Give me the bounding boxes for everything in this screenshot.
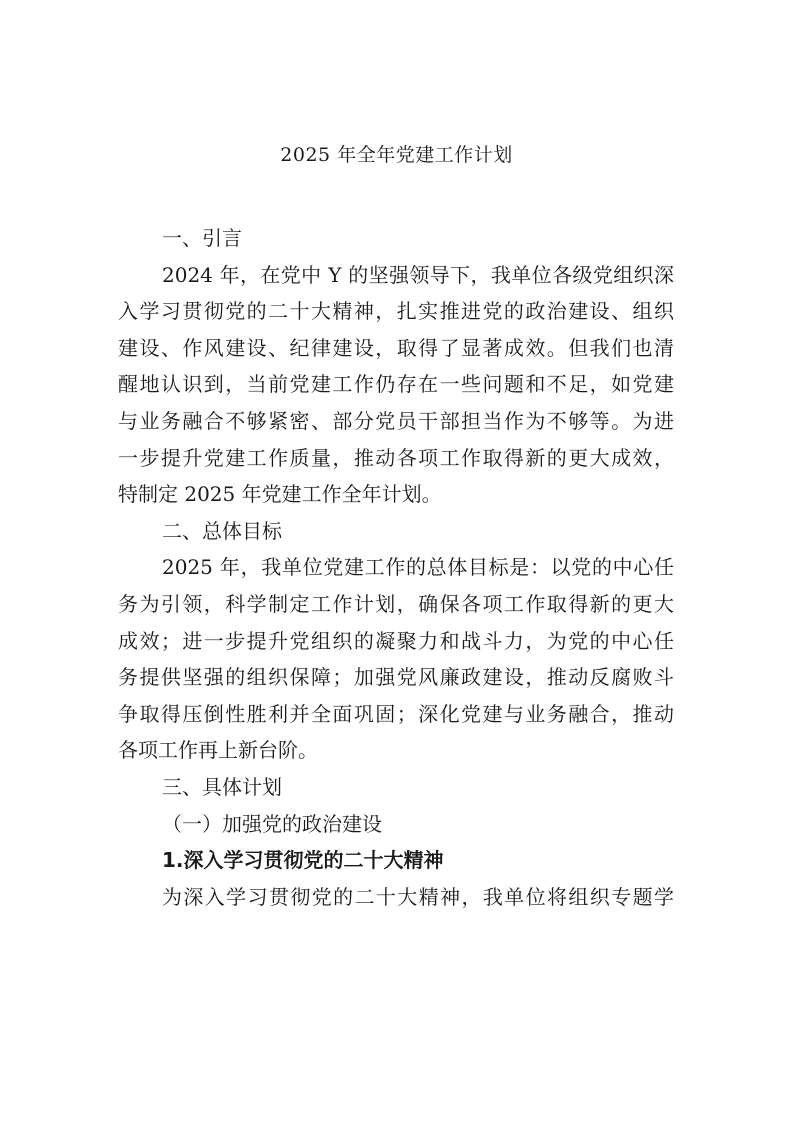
section-heading-goals: 二、总体目标 bbox=[162, 518, 282, 543]
document-title: 2025 年全年党建工作计划 bbox=[280, 144, 513, 166]
section-heading-intro: 一、引言 bbox=[162, 226, 242, 250]
section-heading-plan: 三、具体计划 bbox=[162, 774, 282, 799]
paragraph-line: 各项工作再上新台阶。 bbox=[118, 738, 318, 763]
paragraph-line: 成效；进一步提升党组织的凝聚力和战斗力，为党的中心任 bbox=[118, 628, 674, 653]
paragraph-line: 争取得压倒性胜利并全面巩固；深化党建与业务融合，推动 bbox=[118, 701, 674, 726]
paragraph-line: 醒地认识到，当前党建工作仍存在一些问题和不足，如党建 bbox=[118, 372, 674, 397]
paragraph-line: 务提供坚强的组织保障；加强党风廉政建设，推动反腐败斗 bbox=[118, 665, 674, 690]
subsection-heading: （一）加强党的政治建设 bbox=[162, 811, 382, 836]
paragraph-line: 2025 年，我单位党建工作的总体目标是：以党的中心任 bbox=[162, 555, 674, 580]
item-heading: 1.深入学习贯彻党的二十大精神 bbox=[162, 848, 444, 873]
paragraph-line: 特制定 2025 年党建工作全年计划。 bbox=[118, 482, 442, 507]
document-body bbox=[118, 220, 674, 915]
paragraph-line: 与业务融合不够紧密、部分党员干部担当作为不够等。为进 bbox=[118, 408, 674, 433]
paragraph-line: 务为引领，科学制定工作计划，确保各项工作取得新的更大 bbox=[118, 591, 674, 616]
paragraph-line: 为深入学习贯彻党的二十大精神，我单位将组织专题学 bbox=[162, 884, 674, 909]
paragraph-line: 入学习贯彻党的二十大精神，扎实推进党的政治建设、组织 bbox=[118, 299, 674, 324]
paragraph-line: 一步提升党建工作质量，推动各项工作取得新的更大成效， bbox=[118, 445, 674, 470]
paragraph-line: 2024 年，在党中 Y 的坚强领导下，我单位各级党组织深 bbox=[162, 262, 674, 287]
paragraph-line: 建设、作风建设、纪律建设，取得了显著成效。但我们也清 bbox=[118, 335, 674, 360]
